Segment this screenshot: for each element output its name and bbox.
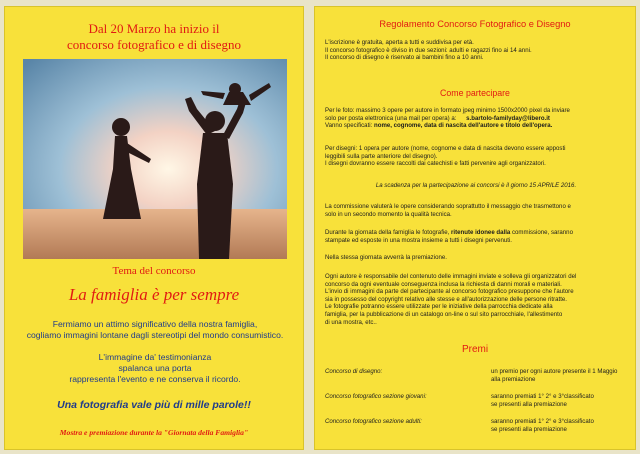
responsibility-line: L'invio di immagini da parte del partecipante al concorso fotografico presuppone che l'autore (325, 288, 574, 296)
left-title (5, 21, 303, 53)
rule-line: L'iscrizione è gratuita, aperta a tutti e suddivisa per età. (325, 39, 474, 46)
responsibility-text (325, 273, 627, 326)
rule-line: Il concorso di disegno è riservato ai bambini fino a 10 anni. (325, 54, 484, 62)
responsibility-line: Le fotografie potranno essere utilizzate per le iniziative della parrocchia dedicate alla (325, 303, 553, 311)
responsibility-line: Ogni autore è responsabile del contenuto delle immagini inviate e solleva gli organizzatori del (325, 273, 577, 280)
commission-text (325, 203, 627, 218)
prize-detail-line: un premio per ogni autore presente il 1 Maggio (491, 368, 618, 375)
responsibility-line: di una mostra, etc.. (325, 318, 377, 326)
slogan: Una fotografia vale più di mille parole!! (57, 399, 251, 411)
quote-line: rappresenta l'evento e ne conserva il ricordo. (69, 374, 241, 384)
theme-label: Tema del concorso (112, 265, 196, 277)
contact-email[interactable]: s.bartolo-familyday@libero.it (466, 114, 550, 122)
family-silhouette-photo (23, 59, 287, 259)
drawing-rule-line: I disegni dovranno essere raccolti dai catechisti e fatti pervenire agli organizzatori. (325, 160, 546, 168)
general-rules (325, 39, 627, 62)
prizes-title: Premi (461, 344, 489, 355)
prize-detail (491, 368, 631, 383)
intro-line: cogliamo immagini lontane dagli stereotipi del mondo consumistico. (26, 330, 284, 340)
responsibility-line: famiglia, per la pubblicazione di un catalogo on-line o sul sito parrocchiale, l'allestimento (325, 310, 563, 318)
photo-rule-line (325, 122, 627, 130)
prize-label: Concorso fotografico sezione adulti: (325, 418, 422, 425)
drawing-rule-line: leggibili sulla parte anteriore del disegno). (325, 152, 438, 160)
exhibition-text-part: Durante la giornata della famiglia le fotografie, (325, 229, 450, 236)
title-line-2: concorso fotografico e di disegno (66, 37, 241, 52)
right-panel (314, 6, 636, 450)
exhibition-bold: ritenute idonee dalla (451, 229, 511, 236)
award-day-note: Nella stessa giornata avverrà la premiazione. (325, 254, 447, 261)
deadline: La scadenza per la partecipazione ai concorsi è il giorno 15 APRILE 2016. (375, 182, 577, 189)
intro-text (15, 319, 295, 341)
prize-detail-line: alla premiazione (491, 375, 536, 383)
exhibition-text (325, 229, 627, 244)
prize-detail-line: saranno premiati 1° 2° e 3°classificato (491, 393, 594, 400)
responsibility-line: sia in possesso del copyright relativo alle stesse e all'autorizzazione delle persone ritratte. (325, 295, 567, 303)
commission-line: La commissione valuterà le opere considerando soprattutto il messaggio che trasmettono e (325, 203, 571, 210)
quote-line: L'immagine da' testimonianza (98, 352, 212, 362)
exhibition-line: stampate ed esposte in una mostra insieme a tutti i disegni pervenuti. (325, 236, 512, 244)
commission-line: solo in un secondo momento la qualità tecnica. (325, 210, 452, 218)
prize-label: Concorso di disegno: (325, 368, 383, 375)
quote-text (15, 352, 295, 385)
prize-detail-line: se presenti alla premiazione (491, 400, 567, 408)
quote-line: spalanca una porta (118, 363, 192, 373)
prize-label: Concorso fotografico sezione giovani: (325, 393, 427, 400)
rules-title: Regolamento Concorso Fotografico e Disegno (379, 19, 571, 29)
footer-note: Mostra e premiazione durante la "Giornata della Famiglia" (59, 428, 249, 437)
prize-detail (491, 393, 631, 408)
drawing-rules (325, 145, 627, 168)
how-to-title: Come partecipare (440, 88, 510, 98)
title-line-1: Dal 20 Marzo ha inizio il (88, 21, 220, 36)
drawing-rule-line: Per disegni: 1 opera per autore (nome, cognome e data di nascita devono essere apposti (325, 145, 566, 152)
photo-rule-text: solo per posta elettronica (una mail per opera) a: (325, 114, 457, 122)
photo-rule-line (325, 115, 627, 123)
left-panel (4, 6, 304, 450)
responsibility-line: concorso da ogni eventuale conseguenza inclusa la richiesta di danni morali e materiali. (325, 280, 562, 288)
intro-line: Fermiamo un attimo significativo della nostra famiglia, (52, 319, 258, 329)
theme-headline: La famiglia è per sempre (68, 285, 240, 304)
photo-rule-line: Per le foto: massimo 3 opere per autore in formato jpeg minimo 1500x2000 pixel da inviare (325, 107, 570, 114)
prize-detail-line: saranno premiati 1° 2° e 3°classificato (491, 418, 594, 425)
prize-detail-line: se presenti alla premiazione (491, 425, 567, 433)
exhibition-line (325, 229, 627, 237)
photo-rules (325, 107, 627, 130)
prize-detail (491, 418, 631, 433)
photo-rule-bold: nome, cognome, data di nascita dell'autore e titolo dell'opera. (374, 122, 553, 130)
rule-line: Il concorso fotografico è diviso in due sezioni: adulti e ragazzi fino ai 14 anni. (325, 46, 532, 54)
exhibition-text-part: commissione, saranno (512, 229, 573, 236)
photo-rule-text: Vanno specificati: (325, 122, 373, 130)
